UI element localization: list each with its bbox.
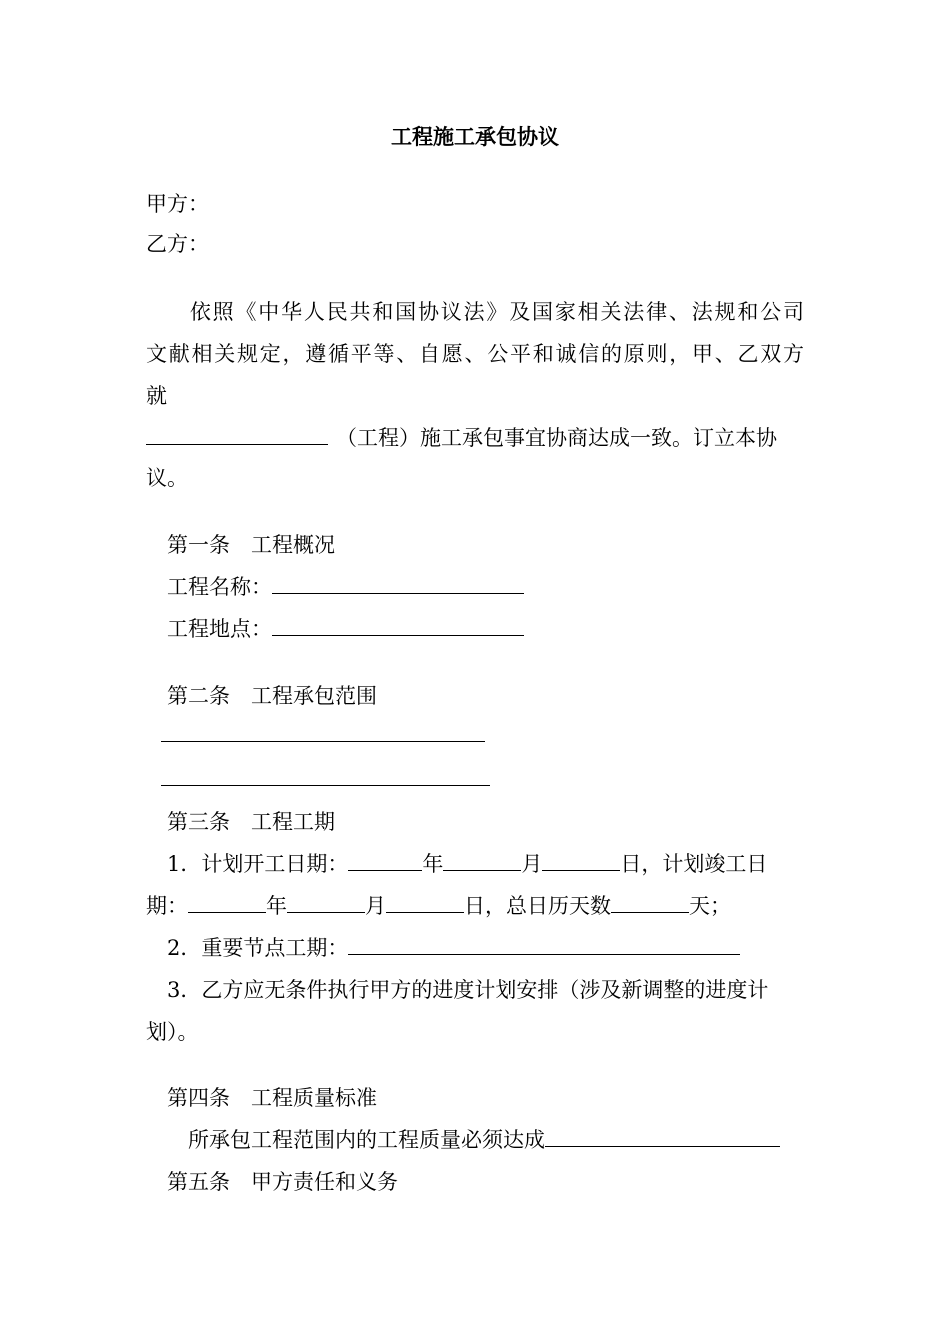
schedule-item-2: 2．重要节点工期： (167, 935, 740, 961)
project-name-blank[interactable] (272, 574, 524, 594)
project-blank[interactable] (146, 425, 328, 445)
schedule-item-1: 1．计划开工日期： 年 月 日，计划竣工日 (167, 852, 768, 876)
document-title: 工程施工承包协议 (391, 124, 559, 149)
preamble-line-4: （工程）施工承包事宜协商达成一致。订立本协 (146, 425, 777, 451)
scope-blank-line-2[interactable] (161, 785, 490, 786)
total-days-blank[interactable] (611, 893, 689, 913)
party-b-label: 乙方： (146, 232, 209, 256)
preamble-line-2: 文献相关规定，遵循平等、自愿、公平和诚信的原则，甲、乙双方 (146, 342, 804, 366)
schedule-item-3-line-2: 划）。 (146, 1020, 199, 1044)
quality-standard-row: 所承包工程范围内的工程质量必须达成 (188, 1127, 780, 1153)
article-2-heading: 第二条 工程承包范围 (167, 684, 377, 708)
schedule-item-1-cont: 期： 年 月 日，总日历天数 天； (146, 894, 731, 918)
article-1-heading: 第一条 工程概况 (167, 533, 335, 557)
preamble-line-5: 议。 (146, 466, 188, 490)
preamble-line-3: 就 (146, 384, 167, 408)
article-5-heading: 第五条 甲方责任和义务 (167, 1170, 398, 1194)
party-a-label: 甲方： (146, 192, 209, 216)
project-name-row: 工程名称： (167, 574, 524, 600)
quality-standard-blank[interactable] (545, 1127, 780, 1147)
project-location-row: 工程地点： (167, 616, 524, 642)
end-day-blank[interactable] (386, 893, 464, 913)
article-4-heading: 第四条 工程质量标准 (167, 1086, 377, 1110)
preamble-line-1: 依照《中华人民共和国协议法》及国家相关法律、法规和公司 (188, 300, 804, 324)
schedule-item-3-line-1: 3．乙方应无条件执行甲方的进度计划安排（涉及新调整的进度计 (167, 978, 769, 1002)
project-location-blank[interactable] (272, 616, 524, 636)
milestone-blank[interactable] (348, 935, 740, 955)
start-year-blank[interactable] (348, 851, 422, 871)
article-3-heading: 第三条 工程工期 (167, 810, 335, 834)
end-year-blank[interactable] (188, 893, 266, 913)
scope-blank-line-1[interactable] (161, 741, 485, 742)
start-day-blank[interactable] (542, 851, 620, 871)
start-month-blank[interactable] (443, 851, 521, 871)
end-month-blank[interactable] (287, 893, 365, 913)
